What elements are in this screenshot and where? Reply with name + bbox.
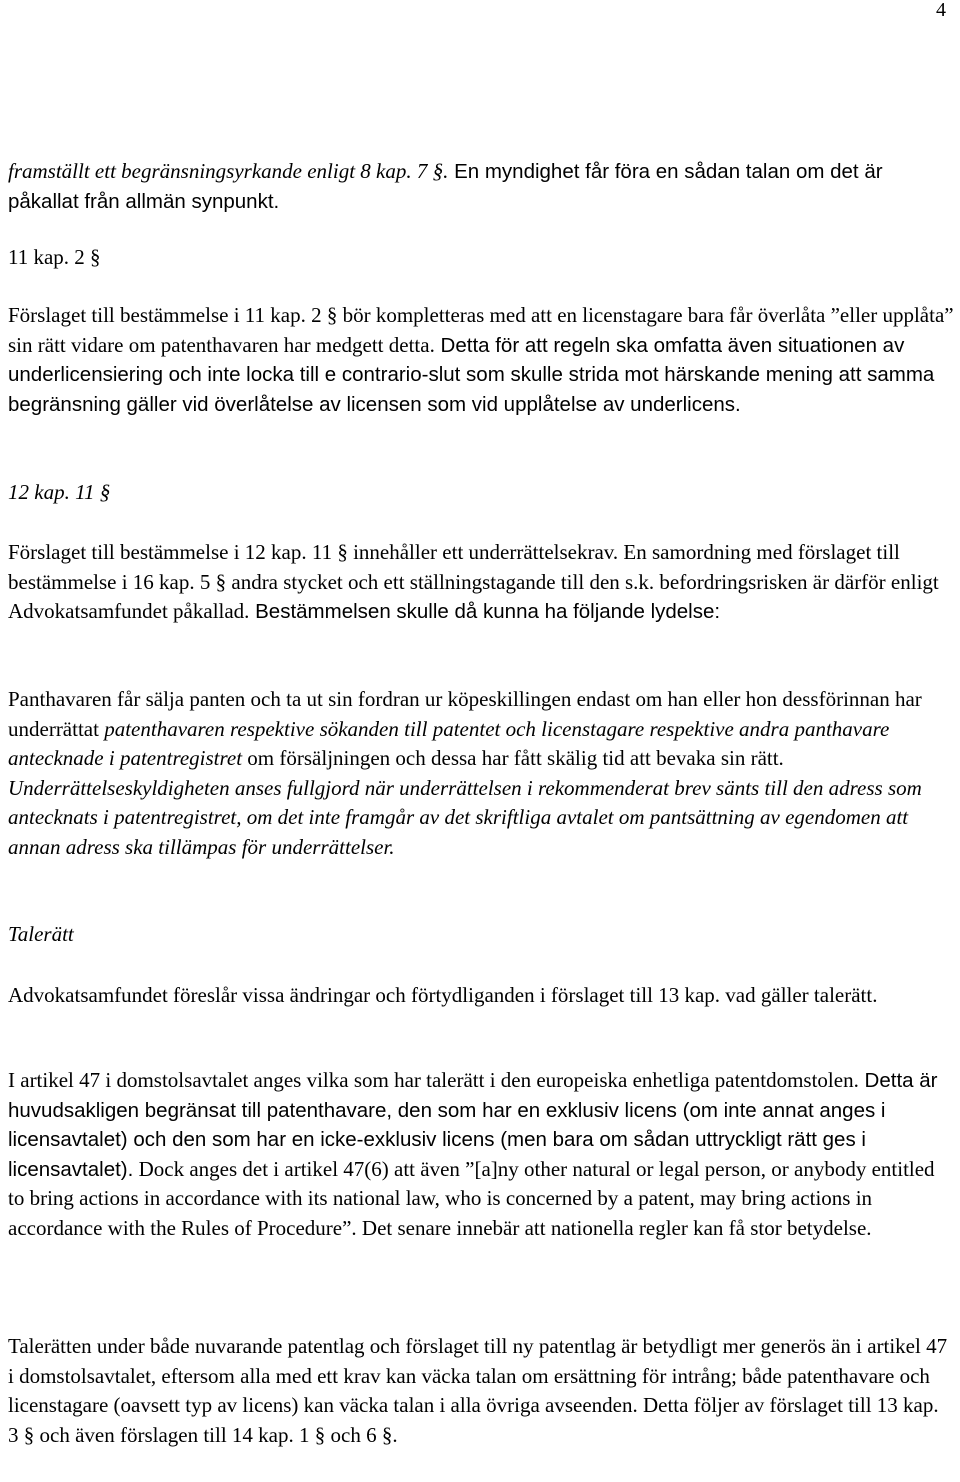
- section-heading-11-kap-2: 11 kap. 2 §: [8, 245, 101, 269]
- body-text: Dock anges det i artikel 47(6) att även ”[a]ny other natural or legal person, or anybody entitled to bring actions in accordance with its national law, who is concerned by a patent, may bring actions in accordance with the Rules of Procedure”. Det senare innebär att nationella regler kan få stor betydelse.: [8, 1156, 935, 1240]
- paragraph-11-kap-2: [8, 301, 954, 419]
- body-text: Panthavaren får sälja panten och ta ut sin fordran ur köpeskillingen endast om han eller hon dessförinnan har underrättat: [8, 687, 922, 741]
- section-heading-12-kap-11: 12 kap. 11 §: [8, 480, 111, 504]
- body-text: Förslaget till bestämmelse i 12 kap. 11 § innehåller ett underrättelsekrav. En samordning med förslaget till bestämmelse i 16 kap. 5 § andra stycket och ett ställningstagande till den s.k. befordringsrisken är därför enligt Advokatsamfundet påkallad.: [8, 540, 939, 623]
- body-text-sans: Detta för att regeln ska omfatta även situationen av underlicensiering och inte locka till e contrario-slut som skulle strida mot härskande mening att samma begränsning gäller vid överlåtelse av licensen som vid upplåtelse av underlicens.: [8, 333, 935, 416]
- italic-text: patenthavaren respektive sökanden till patentet och licenstagare respektive andra panthavare antecknade i patentregistret: [8, 716, 890, 770]
- italic-text: Underrättelseskyldigheten anses fullgjord när underrättelsen i rekommenderat brev sänts till den adress som antecknats i patentregistret, om det inte framgår av det skriftliga avtalet om pantsättning av egendomen att annan adress ska tillämpas för underrättelser.: [8, 775, 922, 859]
- body-text: En myndighet får föra en sådan talan om det är påkallat från allmän synpunkt.: [8, 160, 883, 213]
- body-text: om försäljningen och dessa har fått skälig tid att bevaka sin rätt.: [242, 746, 784, 770]
- body-text: I artikel 47 i domstolsavtalet anges vilka som har talerätt i den europeiska enhetliga patentdomstolen.: [8, 1068, 859, 1092]
- paragraph-12-kap-11: [8, 538, 954, 627]
- body-text: Förslaget till bestämmelse i 11 kap. 2 § bör kompletteras med att en licenstagare bara får överlåta ”eller upplåta” sin rätt vidare om patenthavaren har medgett detta.: [8, 303, 954, 357]
- section-heading-talerätt: Talerätt: [8, 922, 74, 946]
- paragraph-talerätten: Talerätten under både nuvarande patentlag och förslaget till ny patentlag är betydligt mer generös än i artikel 47 i domstolsavtalet, eftersom alla med ett krav kan väcka talan om ersättning för intrång; både patenthavare och licenstagare (oavsett typ av licens) kan väcka talan i alla övriga avseenden. Detta följer av förslaget till 13 kap. 3 § och även förslagen till 14 kap. 1 § och 6 §.: [8, 1334, 948, 1447]
- body-text-sans: Bestämmelsen skulle då kunna ha följande lydelse:: [249, 600, 721, 623]
- body-text-sans: Detta är huvudsakligen begränsat till patenthavare, den som har en exklusiv licens (om inte annat anges i licensavtalet) och den som har en icke-exklusiv licens (men bara om sådan uttryckligt rätt ges i licensavtalet).: [8, 1069, 938, 1181]
- paragraph-talan: [8, 157, 954, 216]
- italic-text: framställt ett begränsningsyrkande enligt 8 kap. 7 §.: [8, 159, 449, 183]
- page-number: 4: [936, 0, 946, 21]
- paragraph-artikel-47: [8, 1066, 954, 1243]
- proposed-wording-paragraph: [8, 685, 954, 862]
- paragraph-talerätt-intro: Advokatsamfundet föreslår vissa ändringar och förtydliganden i förslaget till 13 kap. vad gäller talerätt.: [8, 983, 878, 1007]
